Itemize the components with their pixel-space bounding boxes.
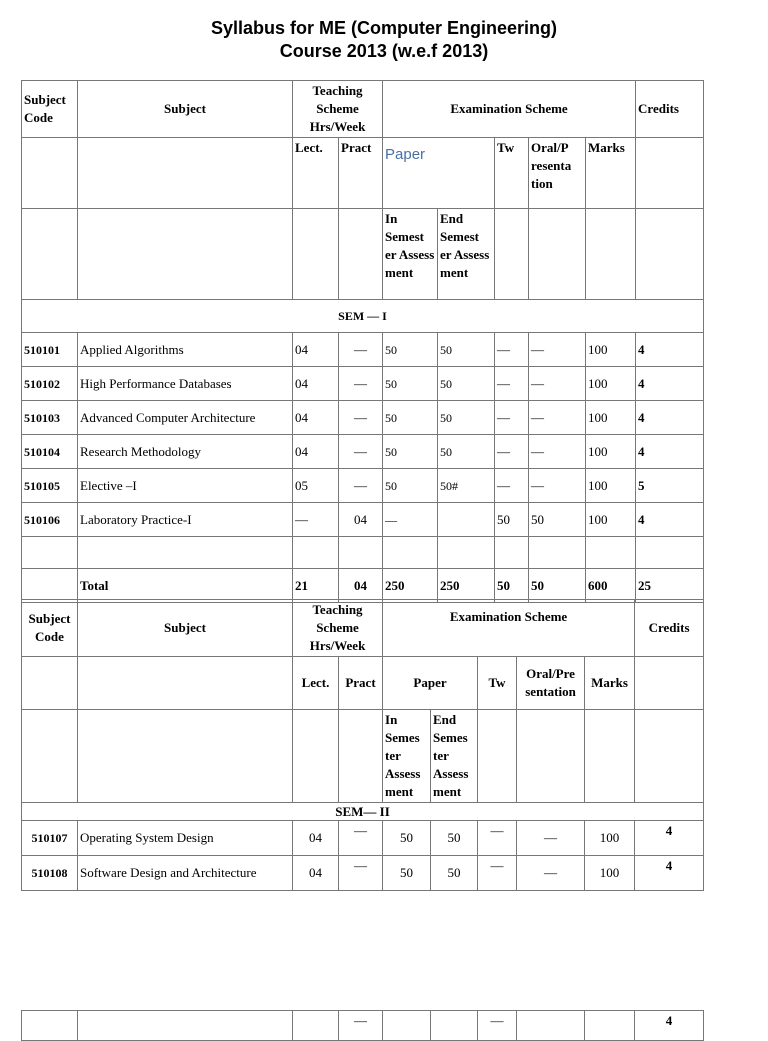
blank-cell xyxy=(339,209,383,300)
blank-cell xyxy=(586,209,636,300)
oral-value: — xyxy=(529,333,586,367)
end-sem-value: 50 xyxy=(438,333,495,367)
lect-value: 05 xyxy=(293,469,339,503)
header-in-semester: In Semes ter Assess ment xyxy=(383,710,431,803)
subject-name: Operating System Design xyxy=(78,821,293,856)
continued-table xyxy=(21,1010,704,1041)
subject-name: Applied Algorithms xyxy=(78,333,293,367)
header-paper: Paper xyxy=(383,657,478,710)
oral-value: — xyxy=(529,367,586,401)
blank-cell xyxy=(478,710,517,803)
header-in-semester: In Semest er Assess ment xyxy=(383,209,438,300)
blank-cell xyxy=(22,657,78,710)
subject-name: Advanced Computer Architecture xyxy=(78,401,293,435)
subject-code: 510106 xyxy=(22,503,78,537)
blank-cell xyxy=(22,138,78,209)
subject-code: 510101 xyxy=(22,333,78,367)
subject-code: 510105 xyxy=(22,469,78,503)
marks-value: 100 xyxy=(586,435,636,469)
header-pract: Pract xyxy=(339,657,383,710)
header-credits: Credits xyxy=(635,600,704,657)
pract-value: — xyxy=(339,856,383,891)
total-marks: 600 xyxy=(586,569,636,603)
end-sem-value: 50 xyxy=(431,821,478,856)
header-paper: Paper xyxy=(383,138,495,209)
total-pract: 04 xyxy=(339,569,383,603)
pract-value: — xyxy=(339,367,383,401)
lect-value: 04 xyxy=(293,333,339,367)
total-label: Total xyxy=(78,569,293,603)
subject-code: 510107 xyxy=(22,821,78,856)
lect-value: 04 xyxy=(293,401,339,435)
header-end-semester: End Semes ter Assess ment xyxy=(431,710,478,803)
pract-value: — xyxy=(339,1011,383,1041)
header-marks: Marks xyxy=(585,657,635,710)
credits-value: 4 xyxy=(636,367,704,401)
pract-value: — xyxy=(339,821,383,856)
lect-value: 04 xyxy=(293,821,339,856)
total-tw: 50 xyxy=(495,569,529,603)
blank-cell xyxy=(22,710,78,803)
empty-row xyxy=(22,537,704,569)
oral-value: 50 xyxy=(529,503,586,537)
document-subtitle: Course 2013 (w.e.f 2013) xyxy=(279,41,489,61)
tw-value: — xyxy=(495,435,529,469)
table-row xyxy=(22,401,704,435)
pract-value: 04 xyxy=(339,503,383,537)
total-end-sem: 250 xyxy=(438,569,495,603)
header-subject: Subject xyxy=(78,600,293,657)
header-examination-scheme: Examination Scheme xyxy=(383,81,636,138)
blank-cell xyxy=(636,209,704,300)
credits-value: 4 xyxy=(636,333,704,367)
tw-value: — xyxy=(495,401,529,435)
in-sem-value: 50 xyxy=(383,435,438,469)
subject-code: 510103 xyxy=(22,401,78,435)
in-sem-value: 50 xyxy=(383,367,438,401)
in-sem-value: 50 xyxy=(383,333,438,367)
in-sem-value: — xyxy=(383,503,438,537)
tw-value: — xyxy=(495,367,529,401)
header-oral: Oral/P resenta tion xyxy=(529,138,586,209)
oral-value: — xyxy=(517,821,585,856)
header-teaching-scheme: Teaching Scheme Hrs/Week xyxy=(293,81,383,138)
header-pract: Pract xyxy=(339,138,383,209)
marks-value: 100 xyxy=(585,821,635,856)
credits-value: 4 xyxy=(636,503,704,537)
marks-value: 100 xyxy=(586,503,636,537)
blank-cell xyxy=(529,209,586,300)
end-sem-value: 50 xyxy=(438,367,495,401)
subject-name: High Performance Databases xyxy=(78,367,293,401)
header-marks: Marks xyxy=(586,138,636,209)
tw-value: — xyxy=(478,856,517,891)
marks-value: 100 xyxy=(586,469,636,503)
blank-cell xyxy=(78,138,293,209)
total-oral: 50 xyxy=(529,569,586,603)
pract-value: — xyxy=(339,333,383,367)
header-tw: Tw xyxy=(495,138,529,209)
subject-name: Elective –I xyxy=(78,469,293,503)
header-oral: Oral/Pre sentation xyxy=(517,657,585,710)
in-sem-value: 50 xyxy=(383,469,438,503)
subject-name: Laboratory Practice-I xyxy=(78,503,293,537)
oral-value: — xyxy=(529,435,586,469)
end-sem-value: 50# xyxy=(438,469,495,503)
header-tw: Tw xyxy=(478,657,517,710)
blank-cell xyxy=(339,710,383,803)
pract-value: — xyxy=(339,401,383,435)
header-credits: Credits xyxy=(636,81,704,138)
sem2-label: SEM— II xyxy=(22,803,704,821)
blank-cell xyxy=(636,138,704,209)
header-examination-scheme: Examination Scheme xyxy=(383,600,635,657)
tw-value: — xyxy=(478,1011,517,1041)
lect-value: 04 xyxy=(293,435,339,469)
end-sem-value: 50 xyxy=(438,435,495,469)
header-lect: Lect. xyxy=(293,138,339,209)
header-subject-code: Subject Code xyxy=(22,600,78,657)
header-lect: Lect. xyxy=(293,657,339,710)
credits-value: 4 xyxy=(636,401,704,435)
tw-value: — xyxy=(495,333,529,367)
end-sem-value xyxy=(438,503,495,537)
subject-code: 510108 xyxy=(22,856,78,891)
tw-value: — xyxy=(495,469,529,503)
tw-value: 50 xyxy=(495,503,529,537)
oral-value: — xyxy=(529,469,586,503)
lect-value: 04 xyxy=(293,367,339,401)
credits-value: 4 xyxy=(635,856,704,891)
pract-value: — xyxy=(339,435,383,469)
pract-value: — xyxy=(339,469,383,503)
table-row xyxy=(22,503,704,537)
subject-name: Software Design and Architecture xyxy=(78,856,293,891)
blank-cell xyxy=(78,657,293,710)
end-sem-value: 50 xyxy=(431,856,478,891)
credits-value: 5 xyxy=(636,469,704,503)
in-sem-value: 50 xyxy=(383,821,431,856)
sem1-label: SEM — I xyxy=(22,300,704,333)
oral-value: — xyxy=(517,856,585,891)
subject-code: 510102 xyxy=(22,367,78,401)
header-teaching-scheme: Teaching Scheme Hrs/Week xyxy=(293,600,383,657)
total-lect: 21 xyxy=(293,569,339,603)
credits-value: 4 xyxy=(636,435,704,469)
table-row xyxy=(22,367,704,401)
table-row xyxy=(22,333,704,367)
in-sem-value: 50 xyxy=(383,401,438,435)
end-sem-value: 50 xyxy=(438,401,495,435)
lect-value: 04 xyxy=(293,856,339,891)
document-title: Syllabus for ME (Computer Engineering) xyxy=(210,18,558,38)
table-row xyxy=(22,1011,704,1041)
marks-value: 100 xyxy=(586,401,636,435)
in-sem-value: 50 xyxy=(383,856,431,891)
credits-value: 4 xyxy=(635,821,704,856)
blank-cell xyxy=(22,209,78,300)
subject-name: Research Methodology xyxy=(78,435,293,469)
blank-cell xyxy=(635,710,704,803)
header-subject: Subject xyxy=(78,81,293,138)
sem1-table xyxy=(21,80,704,603)
table-row xyxy=(22,821,704,856)
header-subject-code: Subject Code xyxy=(22,81,78,138)
blank-cell xyxy=(78,209,293,300)
sem2-table xyxy=(21,599,704,891)
credits-value: 4 xyxy=(635,1011,704,1041)
total-in-sem: 250 xyxy=(383,569,438,603)
header-end-semester: End Semest er Assess ment xyxy=(438,209,495,300)
lect-value: — xyxy=(293,503,339,537)
subject-code: 510104 xyxy=(22,435,78,469)
blank-cell xyxy=(78,710,293,803)
blank-cell xyxy=(635,657,704,710)
blank-cell xyxy=(495,209,529,300)
total-credits: 25 xyxy=(636,569,704,603)
table-row xyxy=(22,435,704,469)
blank-cell xyxy=(293,710,339,803)
table-row xyxy=(22,856,704,891)
total-row xyxy=(22,569,704,603)
blank-cell xyxy=(22,569,78,603)
oral-value: — xyxy=(529,401,586,435)
blank-cell xyxy=(585,710,635,803)
blank-cell xyxy=(517,710,585,803)
blank-cell xyxy=(293,209,339,300)
table-row xyxy=(22,469,704,503)
tw-value: — xyxy=(478,821,517,856)
marks-value: 100 xyxy=(585,856,635,891)
marks-value: 100 xyxy=(586,333,636,367)
marks-value: 100 xyxy=(586,367,636,401)
